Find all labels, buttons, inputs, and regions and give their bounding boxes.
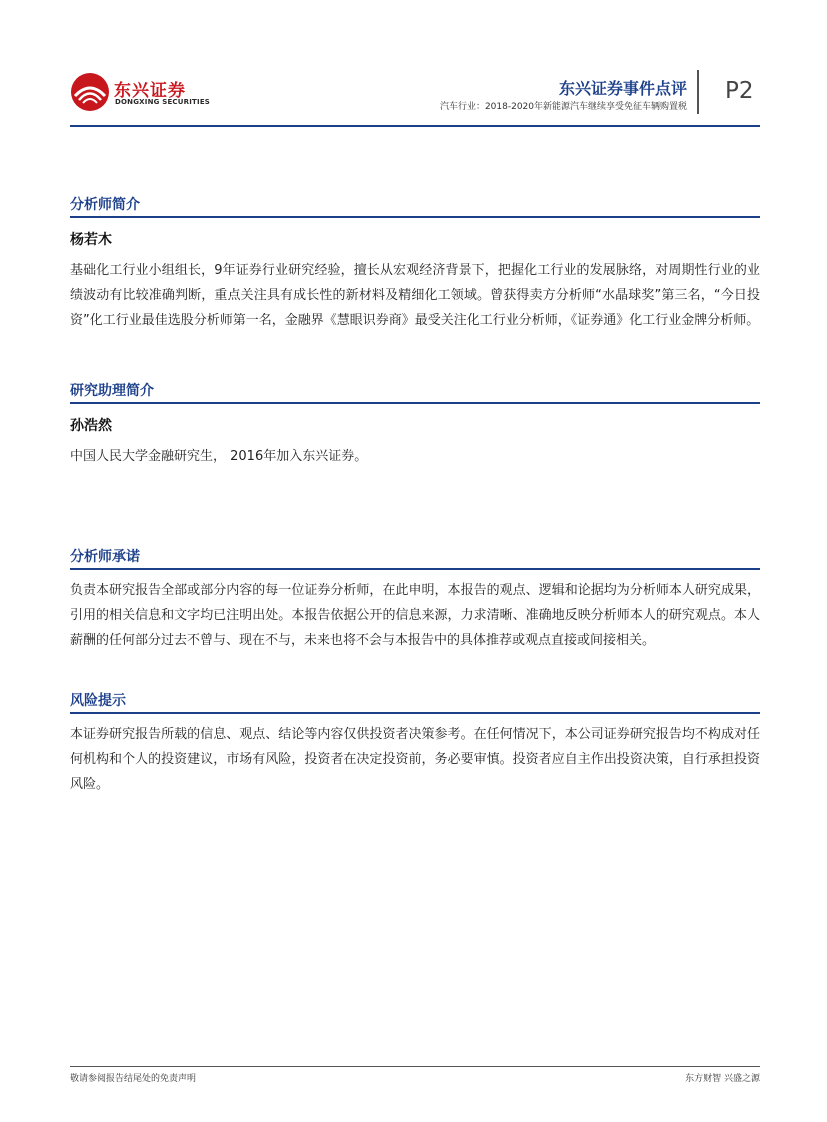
company-logo [70, 72, 210, 112]
header-rule [70, 125, 760, 127]
footer-slogan: 东方财智 兴盛之源 [685, 1074, 760, 1084]
footer-rule [70, 1066, 760, 1067]
assistant-name: 孙浩然 [70, 418, 112, 434]
logo-mark-icon [70, 72, 110, 112]
assistant-section [70, 380, 760, 469]
risk-text: 本证券研究报告所载的信息、观点、结论等内容仅供投资者决策参考。在任何情况下，本公司证券研究报告均不构成对任何机构和个人的投资建议，市场有风险，投资者在决定投资前，务必要审慎。投资者应自主作出投资决策，自行承担投资风险。 [70, 727, 760, 792]
section-heading: 研究助理简介 [70, 380, 760, 404]
analyst-section [70, 194, 760, 333]
logo-chinese-name: 东兴证券 [114, 81, 186, 101]
page-number: P2 [725, 78, 754, 104]
footer-disclaimer-note: 敬请参阅报告结尾处的免责声明 [70, 1074, 197, 1084]
report-subtitle: 汽车行业：2018-2020年新能源汽车继续享受免征车辆购置税 [439, 102, 687, 112]
section-heading: 分析师承诺 [70, 546, 760, 570]
header-divider [697, 70, 699, 114]
analyst-name: 杨若木 [70, 232, 112, 248]
commitment-section [70, 546, 760, 653]
logo-english-name: DONGXING SECURITIES [115, 98, 211, 106]
analyst-bio: 基础化工行业小组组长，9年证券行业研究经验，擅长从宏观经济背景下，把握化工行业的发展脉络，对周期性行业的业绩波动有比较准确判断，重点关注具有成长性的新材料及精细化工领域。曾获得卖方分析师“水晶球奖”第三名，“今日投资”化工行业最佳选股分析师第一名，金融界《慧眼识券商》最受关注化工行业分析师，《证券通》化工行业金牌分析师。 [70, 263, 760, 328]
commitment-text: 负责本研究报告全部或部分内容的每一位证券分析师，在此申明，本报告的观点、逻辑和论据均为分析师本人研究成果，引用的相关信息和文字均已注明出处。本报告依据公开的信息来源，力求清晰、准确地反映分析师本人的研究观点。本人薪酬的任何部分过去不曾与、现在不与，未来也将不会与本报告中的具体推荐或观点直接或间接相关。 [70, 583, 760, 648]
report-type-title: 东兴证券事件点评 [558, 79, 687, 98]
assistant-bio: 中国人民大学金融研究生， 2016年加入东兴证券。 [70, 449, 368, 464]
risk-section [70, 690, 760, 797]
section-heading: 风险提示 [70, 690, 760, 714]
page-header [0, 0, 827, 130]
section-heading: 分析师简介 [70, 194, 760, 218]
